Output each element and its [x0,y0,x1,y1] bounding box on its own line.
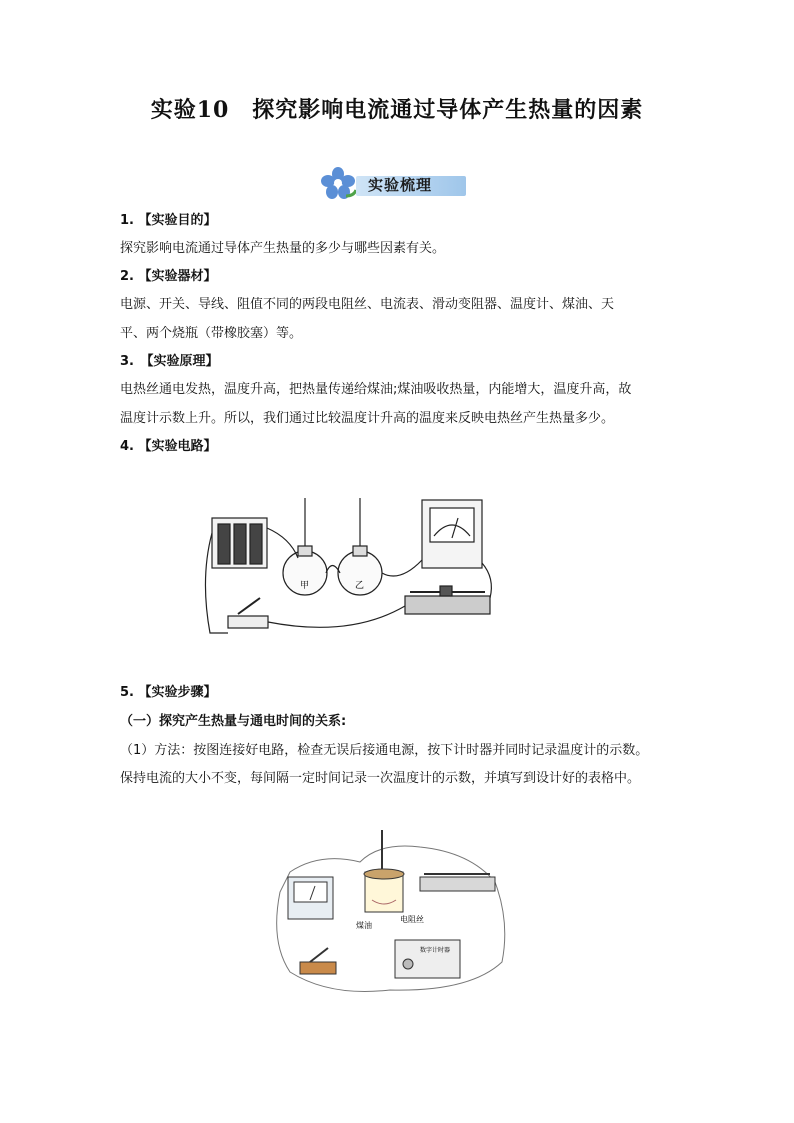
equipment-heading: 2. 【实验器材】 [120,269,217,284]
rheostat-icon [405,586,490,614]
principle-text-1: 电热丝通电发热，温度升高，把热量传递给煤油;煤油吸收热量，内能增大，温度升高，故 [120,382,632,397]
equipment-text-1: 电源、开关、导线、阻值不同的两段电阻丝、电流表、滑动变阻器、温度计、煤油、天 [120,297,615,312]
steps-heading: 5. 【实验步骤】 [120,685,217,700]
purpose-text: 探究影响电流通过导体产生热量的多少与哪些因素有关。 [120,241,446,256]
section-banner [318,166,468,202]
flask-b-label: 乙 [355,581,365,591]
purpose-heading: 1. 【实验目的】 [120,213,217,228]
flower-icon [318,166,358,202]
principle-text-2: 温度计示数上升。所以，我们通过比较温度计升高的温度来反映电热丝产生热量多少。 [120,411,615,426]
wire-label: 电阻丝 [400,915,424,924]
ammeter-icon [288,877,333,919]
steps-sub-heading-1: （一）探究产生热量与通电时间的关系: [120,714,347,729]
timer-icon [395,940,460,978]
circuit-figure [200,488,500,648]
apparatus-figure [270,822,510,997]
page-title: 实验10 探究影响电流通过导体产生热量的因素 [150,97,644,123]
timer-label: 数字计时器 [420,947,451,954]
rheostat-icon [420,874,495,891]
steps-method-1: （1）方法：按图连接好电路，检查无误后接通电源，按下计时器并同时记录温度计的示数。 [120,743,649,758]
switch-icon [300,948,336,974]
flask-a-label: 甲 [300,581,310,591]
oil-label: 煤油 [356,921,372,930]
section-banner-label: 实验梳理 [368,176,433,194]
beaker-icon [364,830,404,912]
circuit-heading: 4. 【实验电路】 [120,439,217,454]
ammeter-icon [422,500,482,568]
equipment-text-2: 平、两个烧瓶（带橡胶塞）等。 [120,326,303,341]
switch-icon [228,598,268,628]
steps-method-2: 保持电流的大小不变，每间隔一定时间记录一次温度计的示数，并填写到设计好的表格中。 [120,771,641,786]
principle-heading: 3. 【实验原理】 [120,354,219,369]
